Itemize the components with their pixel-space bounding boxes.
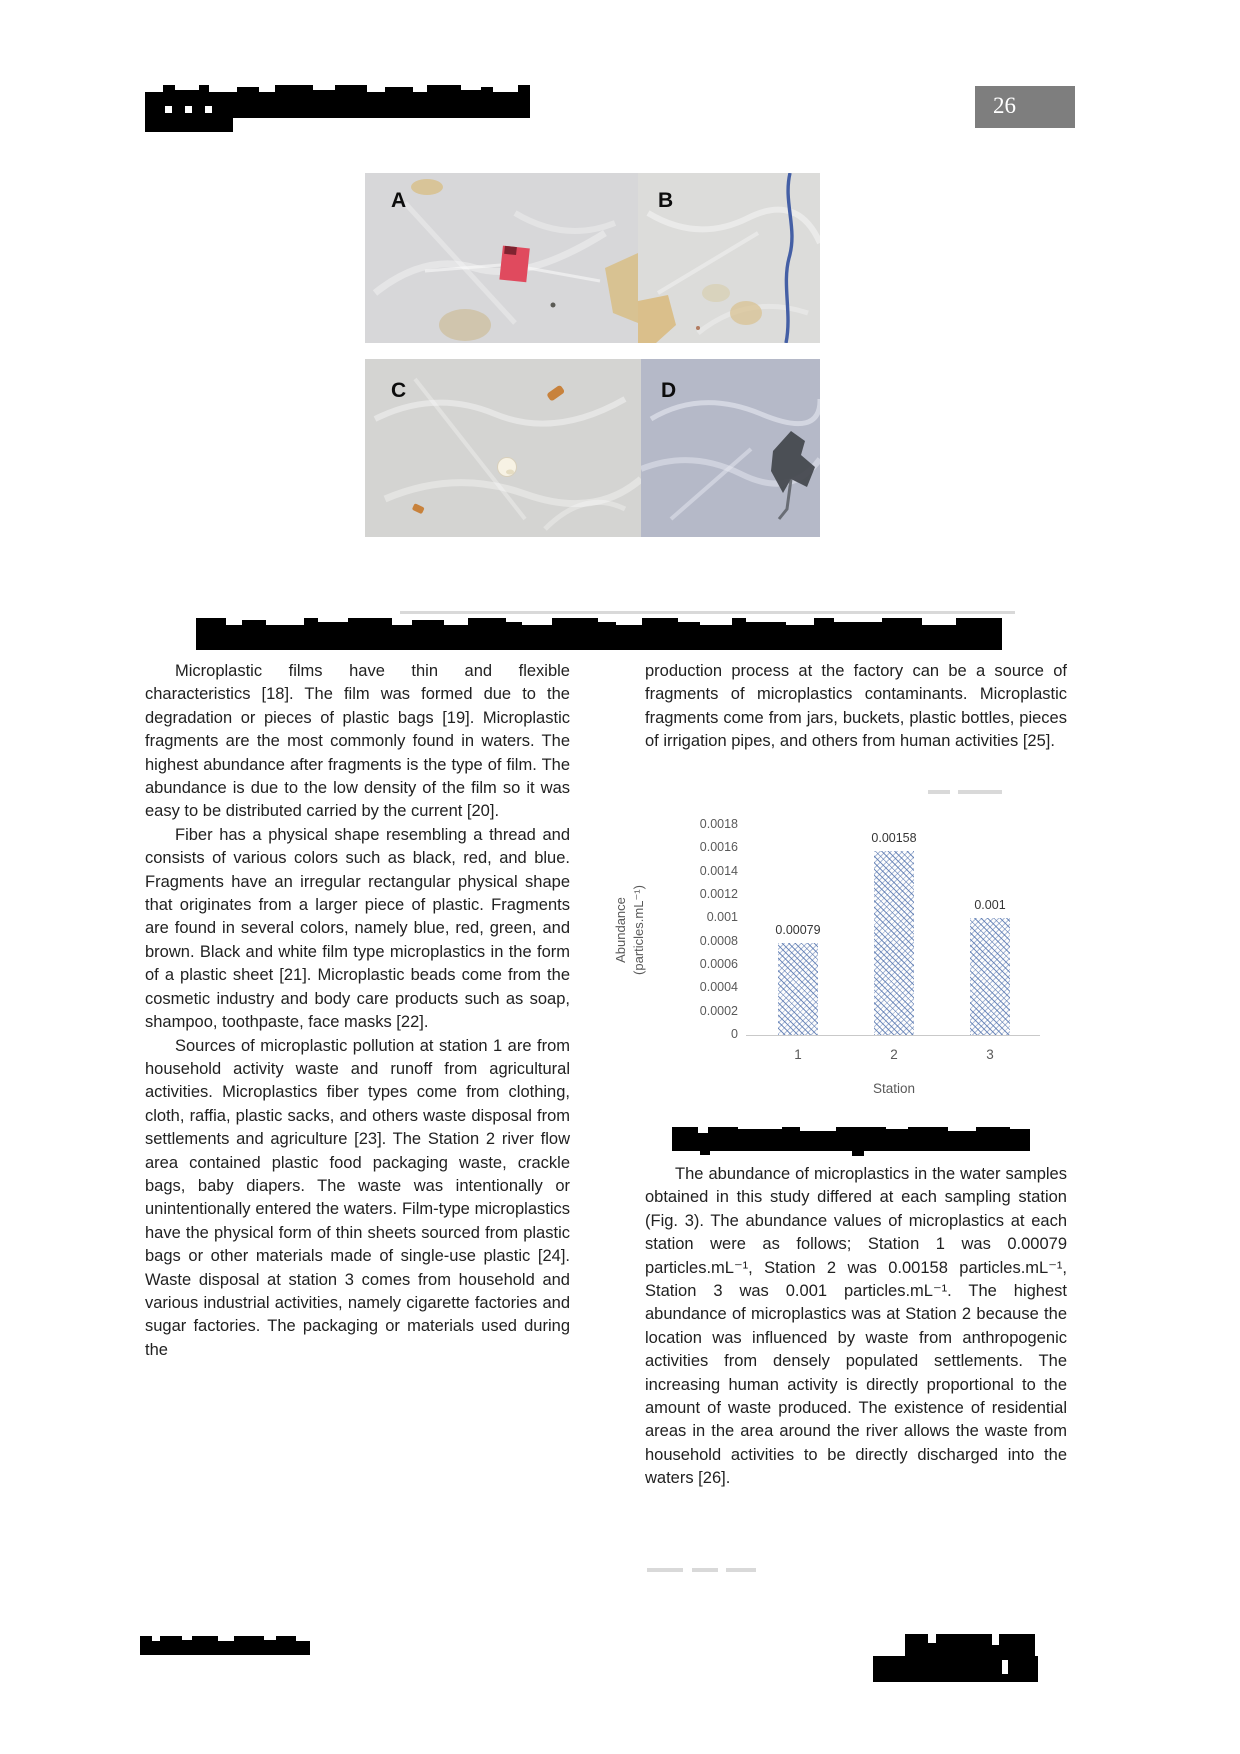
y-tick-label: 0.0012 [699, 887, 738, 901]
page-number-box [975, 86, 1075, 128]
body-paragraph: Microplastic films have thin and flexible characteristics [18]. The film was formed due to the degradation or pieces of plastic bags [19]. Microplastic fragments are the most commonly found in waters. The highest abundance after fragments is the type of film. The abundance is due to the low density of the film so it was easy to be distributed carried by the current [20]. [145, 662, 570, 821]
y-tick-label: 0.0008 [699, 933, 738, 948]
micrograph-panel-c [365, 359, 641, 537]
body-paragraph: The abundance of microplastics in the water samples obtained in this study differed at each sampling station (Fig. 3). The abundance values of microplastics at each station were as follows; Station 1 was 0.00079 particles.mL⁻¹, Station 2 was 0.00158 particles.mL⁻¹, Station 3 was 0.001 particles.mL⁻¹. The highest abundance of microplastics was at Station 2 because the location was influenced by waste from anthropogenic activities from densely populated settlements. The increasing human activity is directly proportional to the amount of waste produced. The existence of residential areas in the area around the river allows the waste from household activities to be directly discharged into the waters [26]. [645, 1165, 1067, 1488]
y-tick-label: 0.0018 [699, 817, 738, 831]
chart-y-axis-label: Abundance (particles.mL⁻¹) [613, 885, 646, 975]
redacted-chart-caption [672, 1127, 1030, 1151]
y-tick-label: 0.001 [706, 910, 738, 925]
abundance-chart [600, 795, 1070, 1115]
panel-label-a: A [391, 189, 407, 212]
micrograph-panel-a [365, 173, 638, 343]
bar-station-3 [970, 918, 1010, 1035]
left-column [145, 660, 570, 1362]
micrograph-panel-d [641, 359, 820, 537]
bar-station-2 [874, 851, 914, 1035]
white-bead-particle [498, 458, 517, 477]
body-paragraph: Fiber has a physical shape resembling a thread and consists of various colors such as black, red, and blue. Fragments have an irregular rectangular physical shape that originates from a larger piece of plastic. Fragments are found in several colors, namely blue, red, green, and brown. Black and white film type microplastics in the form of a plastic sheet [21]. Microplastic beads come from the cosmetic industry and body care products such as soap, shampoo, toothpaste, face masks [22]. [145, 825, 570, 1032]
x-tick-label: 3 [986, 1047, 994, 1062]
right-column-bottom [645, 1163, 1067, 1491]
redacted-footer-right [905, 1634, 1035, 1656]
redacted-footer-left [140, 1636, 310, 1655]
y-tick-label: 0.0014 [699, 863, 738, 878]
redacted-figure-caption [196, 618, 1002, 650]
panel-label-d: D [661, 379, 677, 402]
panel-label-b: B [658, 189, 674, 212]
red-fragment-particle [499, 246, 529, 283]
y-tick-label: 0.0006 [699, 957, 738, 971]
x-tick-label: 1 [794, 1047, 802, 1062]
body-paragraph: Sources of microplastic pollution at station 1 are from household activity waste and runoff from agricultural activities. Microplastics fiber types come from clothing, cloth, raffia, plastic sacks, and others waste disposal from settlements and agriculture [23]. The Station 2 river flow area contained plastic food packaging waste, crackle bags, baby diapers. The waste was intentionally or unintentionally entered the waters. Film-type microplastics have the physical form of thin sheets sourced from plastic bags or other materials made of single-use plastic [24]. Waste disposal at station 3 comes from household and various industrial activities, namely cigarette factories and sugar factories. The packaging or materials used during the [145, 1036, 570, 1359]
y-tick-label: 0.0004 [699, 980, 738, 995]
bar-value-label: 0.00158 [871, 830, 917, 845]
bar-value-label: 0.001 [974, 898, 1006, 913]
micrograph-panel-b [638, 173, 820, 343]
page-number: 26 [993, 93, 1016, 118]
bar-value-label: 0.00079 [775, 922, 821, 937]
body-paragraph: production process at the factory can be a source of fragments of microplastics contaminants. Microplastic fragments come from jars, buckets, plastic bottles, pieces of irrigation pipes, and others from human activities [25]. [645, 662, 1067, 751]
figure-2-micrographs [365, 173, 820, 537]
panel-label-c: C [391, 379, 407, 402]
x-axis-line [746, 1035, 1040, 1036]
x-tick-label: 2 [890, 1047, 898, 1062]
bar-station-1 [778, 943, 818, 1035]
y-tick-label: 0 [731, 1027, 738, 1041]
chart-x-axis-title: Station [872, 1081, 916, 1096]
y-tick-label: 0.0016 [699, 840, 738, 855]
right-column-top [645, 660, 1067, 754]
micrograph-image-c [365, 359, 641, 537]
y-tick-label: 0.0002 [699, 1003, 738, 1018]
